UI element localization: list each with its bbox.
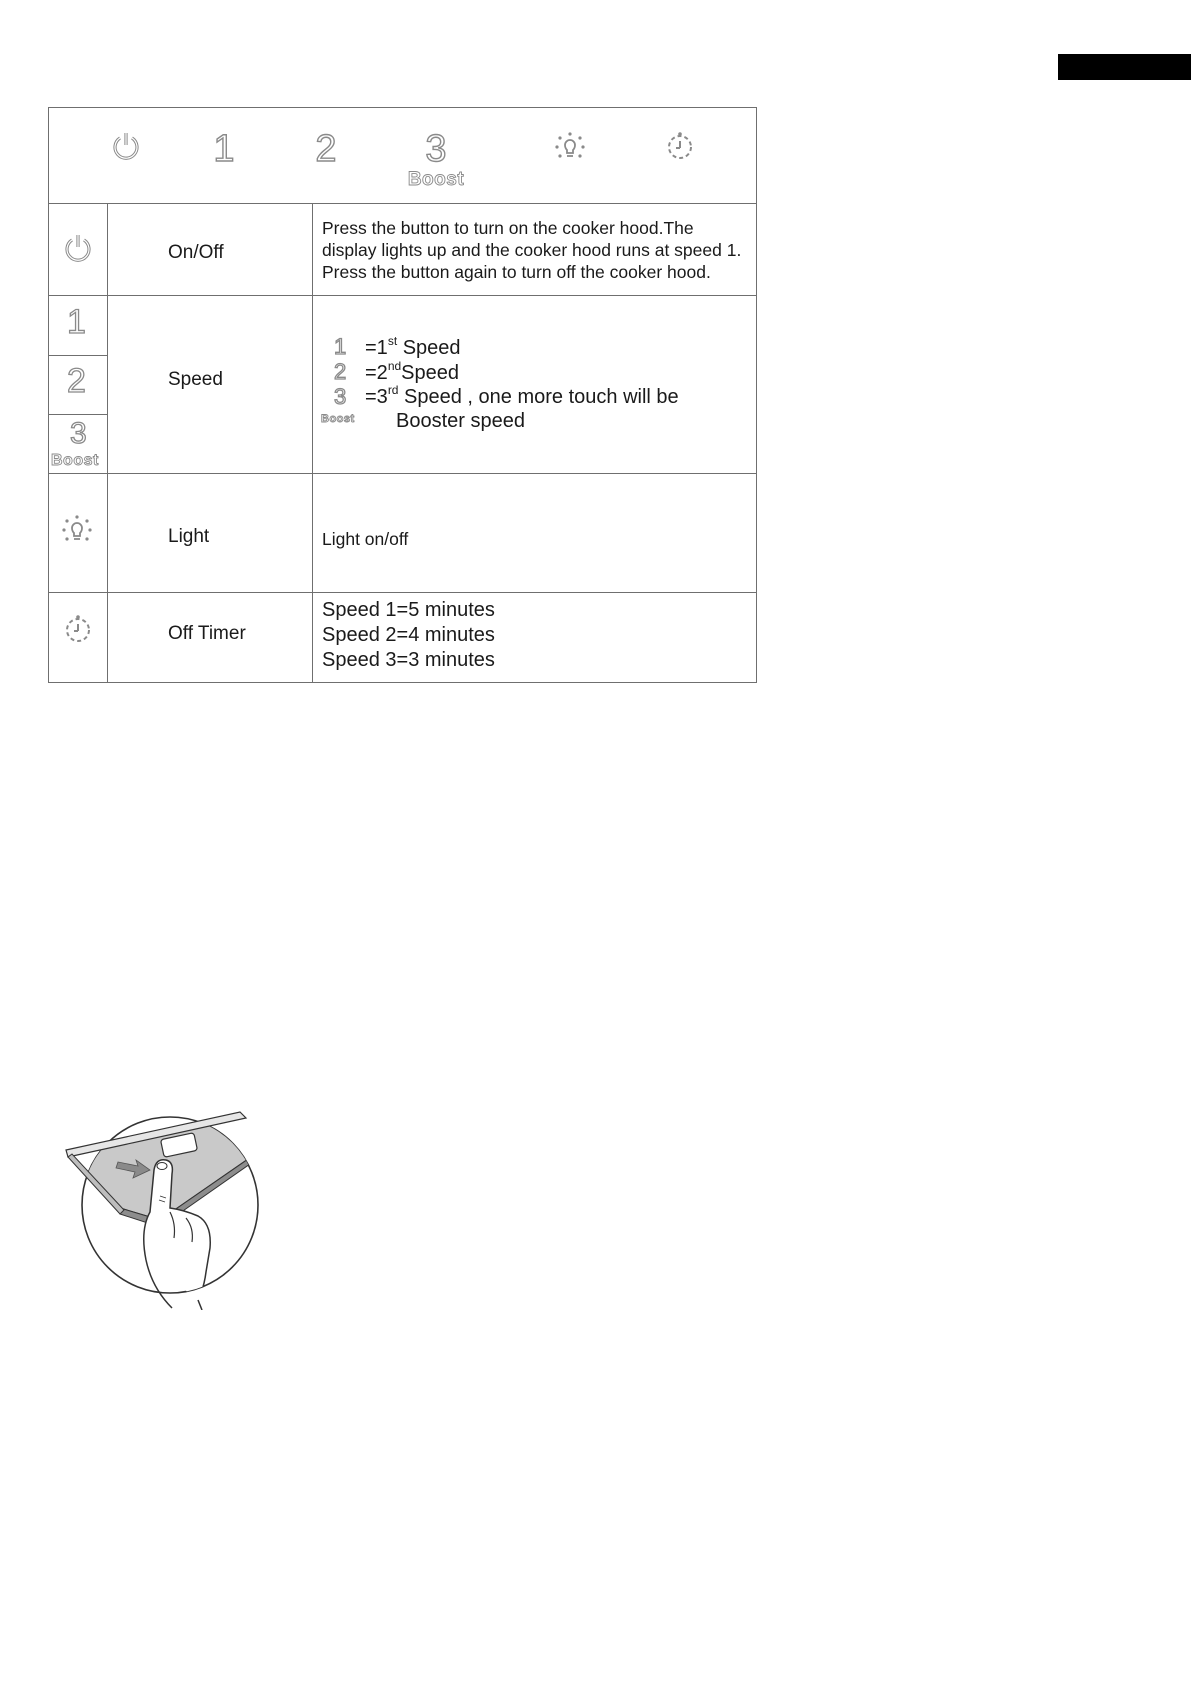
speed-icon-3: 3 bbox=[70, 417, 87, 450]
speed-list-digit: 1 bbox=[334, 334, 347, 359]
timer-description: Speed 1=5 minutes Speed 2=4 minutes Speed 3=3 minutes bbox=[322, 599, 495, 671]
light-description: Light on/off bbox=[322, 529, 409, 549]
speed-icon-1: 1 bbox=[67, 303, 86, 341]
booster-speed-text: Booster speed bbox=[396, 410, 525, 432]
speed-2-text: =2ndSpeed bbox=[365, 359, 460, 384]
section-tab bbox=[1058, 54, 1191, 80]
speed-icon-divider bbox=[49, 414, 108, 415]
power-icon[interactable] bbox=[111, 130, 141, 160]
row-divider bbox=[49, 592, 756, 593]
light-icon bbox=[61, 514, 93, 546]
touch-panel-illustration bbox=[60, 1100, 270, 1310]
row-divider bbox=[49, 295, 756, 296]
control-panel-table bbox=[48, 107, 757, 683]
speed-3-text: =3rd Speed , one more touch will be bbox=[365, 383, 679, 408]
col-divider bbox=[312, 203, 313, 682]
speed-1-text: =1st Speed bbox=[365, 334, 461, 359]
boost-small-label: Boost bbox=[321, 413, 355, 425]
speed-list-digit: 2 bbox=[334, 359, 347, 384]
function-name-speed: Speed bbox=[168, 369, 223, 390]
col-divider bbox=[107, 203, 108, 682]
boost-label: Boost bbox=[51, 452, 99, 469]
timer-icon[interactable] bbox=[665, 131, 695, 163]
function-name-off-timer: Off Timer bbox=[168, 623, 246, 644]
timer-icon bbox=[63, 614, 93, 646]
function-name-light: Light bbox=[168, 526, 210, 547]
row-divider bbox=[49, 473, 756, 474]
speed-icon-divider bbox=[49, 355, 108, 356]
on-off-description: Press the button to turn on the cooker hood.The display lights up and the cooker hood runs at speed 1. Press the button again to turn off the cooker hood. bbox=[322, 218, 742, 282]
function-name-on-off: On/Off bbox=[168, 242, 224, 263]
light-icon[interactable] bbox=[554, 131, 586, 163]
power-icon bbox=[63, 232, 93, 262]
speed-3-boost-button[interactable]: 3 Boost bbox=[407, 128, 465, 190]
speed-list-digit: 3 bbox=[334, 384, 347, 409]
speed-1-button[interactable]: 1 bbox=[213, 128, 235, 170]
speed-icon-2: 2 bbox=[67, 362, 86, 400]
speed-2-button[interactable]: 2 bbox=[315, 128, 337, 170]
